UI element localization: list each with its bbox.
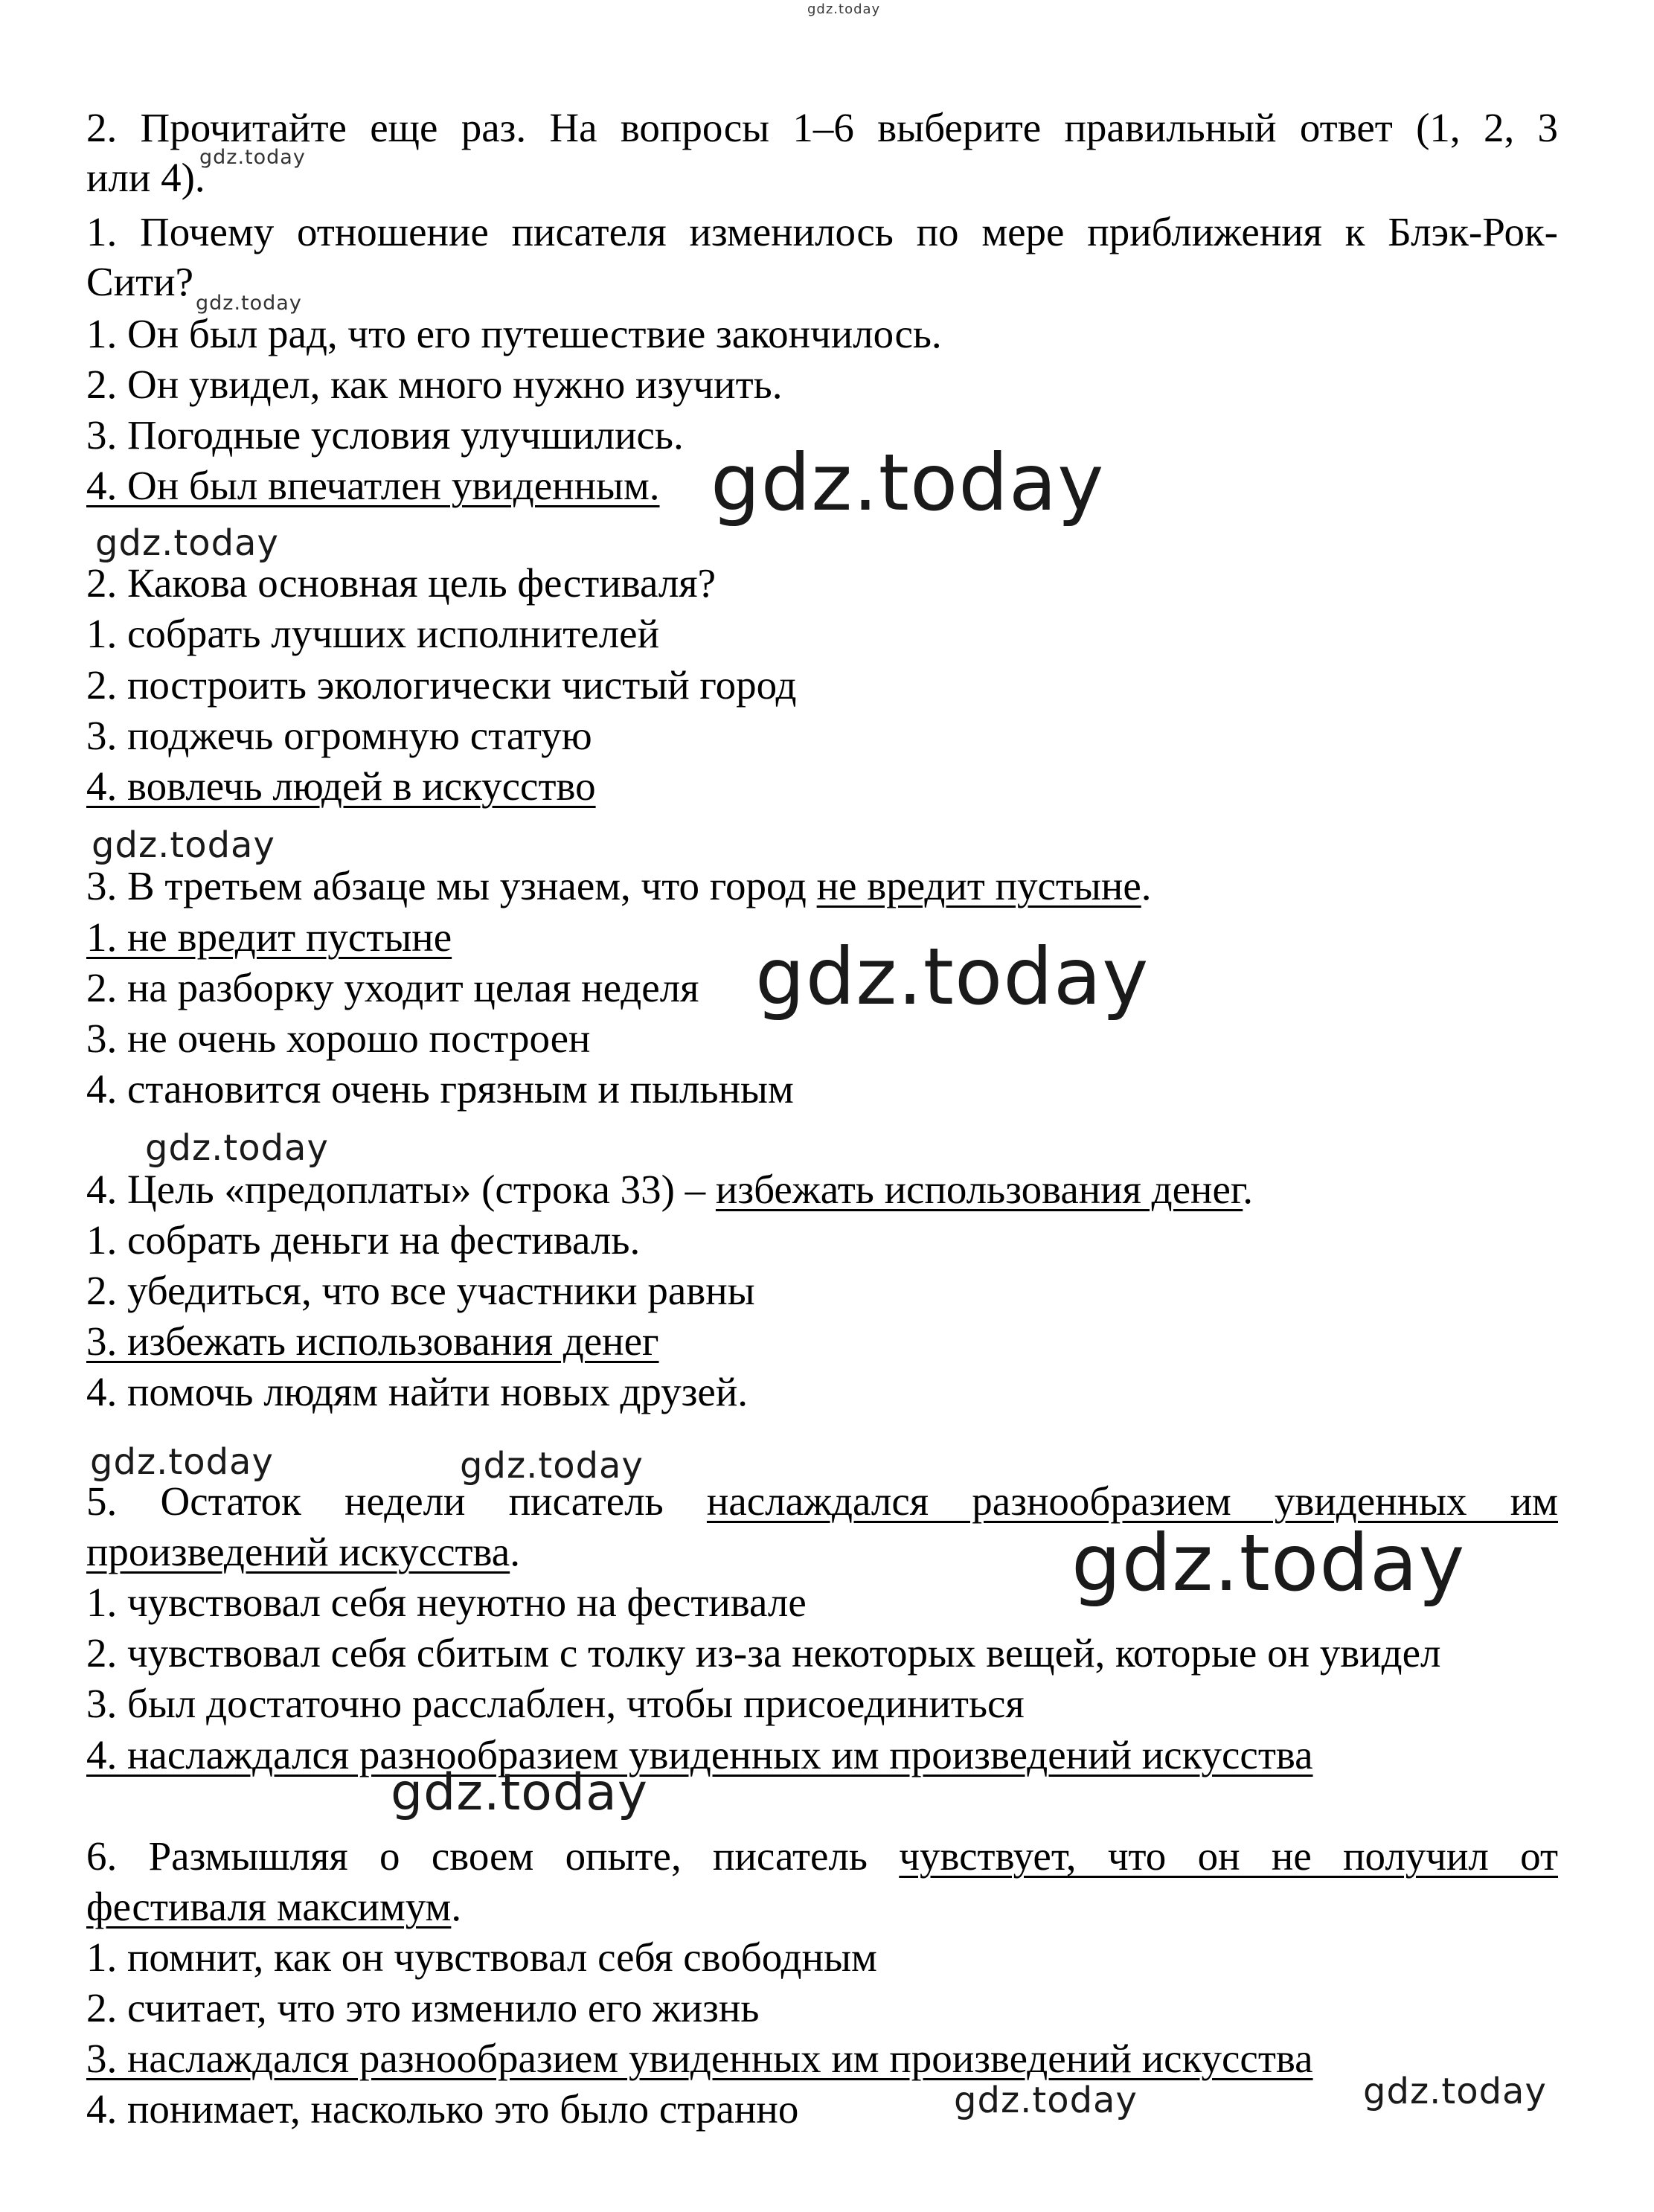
question-3-prefix: 3. В третьем абзаце мы узнаем, что город bbox=[86, 863, 817, 908]
question-1-option-1: 1. Он был рад, что его путешествие закончилось. bbox=[86, 311, 942, 356]
watermark-small-5: gdz.today bbox=[460, 1445, 644, 1487]
question-6-suffix: . bbox=[451, 1884, 462, 1929]
question-2-text: 2. Какова основная цель фестиваля? bbox=[86, 560, 717, 606]
question-4-option-3-correct: 3. избежать использования денег bbox=[86, 1318, 659, 1364]
question-6-line-1 bbox=[86, 1831, 1558, 1882]
question-3-answer: не вредит пустыне bbox=[816, 863, 1141, 908]
question-6-option-1: 1. помнит, как он чувствовал себя свободным bbox=[86, 1934, 877, 1980]
watermark-small-7: gdz.today bbox=[954, 2080, 1138, 2121]
watermark-small-3: gdz.today bbox=[145, 1127, 329, 1169]
question-4-option-4: 4. помочь людям найти новых друзей. bbox=[86, 1369, 749, 1414]
question-4-text bbox=[86, 1164, 1253, 1215]
watermark-large-1: gdz.today bbox=[711, 437, 1105, 528]
watermark-small-6: gdz.today bbox=[391, 1763, 648, 1822]
question-3-option-2: 2. на разборку уходит целая неделя bbox=[86, 965, 699, 1010]
question-1-option-4-correct: 4. Он был впечатлен увиденным. bbox=[86, 463, 660, 508]
task-intro-line-2: или 4). bbox=[86, 155, 205, 200]
question-2-option-3: 3. поджечь огромную статую bbox=[86, 713, 592, 758]
question-6-answer-part-2: фестиваля максимум bbox=[86, 1884, 452, 1929]
task-intro-line-1: 2. Прочитайте еще раз. На вопросы 1–6 выберите правильный ответ (1, 2, 3 bbox=[86, 105, 1558, 150]
question-5-line-2 bbox=[86, 1527, 520, 1577]
watermark-small-4: gdz.today bbox=[90, 1441, 274, 1483]
question-6-option-3-correct: 3. наслаждался разнообразием увиденных им произведений искусства bbox=[86, 2036, 1313, 2081]
question-1-option-2: 2. Он увидел, как много нужно изучить. bbox=[86, 362, 783, 407]
question-5-answer-part-1: наслаждался разнообразием увиденных им bbox=[706, 1478, 1558, 1524]
question-3-suffix: . bbox=[1141, 863, 1152, 908]
question-4-suffix: . bbox=[1243, 1167, 1254, 1212]
question-1-option-3: 3. Погодные условия улучшились. bbox=[86, 412, 684, 458]
question-2-option-4-correct: 4. вовлечь людей в искусство bbox=[86, 763, 596, 809]
question-3-option-4: 4. становится очень грязным и пыльным bbox=[86, 1066, 794, 1112]
question-4-option-1: 1. собрать деньги на фестиваль. bbox=[86, 1217, 641, 1263]
question-4-answer: избежать использования денег bbox=[715, 1167, 1243, 1212]
watermark-tiny-1: gdz.today bbox=[199, 146, 306, 169]
question-2-option-1: 1. собрать лучших исполнителей bbox=[86, 611, 659, 656]
question-5-option-4-correct: 4. наслаждался разнообразием увиденных им произведений искусства bbox=[86, 1732, 1313, 1777]
watermark-large-2: gdz.today bbox=[755, 932, 1150, 1022]
question-6-prefix: 6. Размышляя о своем опыте, писатель bbox=[86, 1833, 900, 1879]
question-3-text bbox=[86, 861, 1152, 911]
question-4-prefix: 4. Цель «предоплаты» (строка 33) – bbox=[86, 1167, 716, 1212]
watermark-small-1: gdz.today bbox=[95, 522, 279, 564]
question-5-option-3: 3. был достаточно расслаблен, чтобы присоединиться bbox=[86, 1681, 1025, 1726]
question-5-option-2: 2. чувствовал себя сбитым с толку из-за некоторых вещей, которые он увидел bbox=[86, 1630, 1441, 1676]
question-4-option-2: 2. убедиться, что все участники равны bbox=[86, 1268, 755, 1313]
watermark-small-2: gdz.today bbox=[92, 824, 275, 866]
question-2-option-2: 2. построить экологически чистый город bbox=[86, 662, 797, 708]
question-6-line-2 bbox=[86, 1882, 461, 1932]
question-3-option-3: 3. не очень хорошо построен bbox=[86, 1016, 591, 1061]
question-5-prefix: 5. Остаток недели писатель bbox=[86, 1478, 707, 1524]
watermark-large-3: gdz.today bbox=[1071, 1518, 1466, 1609]
watermark-small-8: gdz.today bbox=[1363, 2071, 1547, 2112]
question-5-suffix: . bbox=[510, 1529, 520, 1574]
question-1-line-2: Сити? bbox=[86, 259, 193, 304]
question-3-option-1-correct: 1. не вредит пустыне bbox=[86, 914, 452, 960]
question-6-answer-part-1: чувствует, что он не получил от bbox=[899, 1833, 1558, 1879]
question-1-line-1: 1. Почему отношение писателя изменилось по мере приближения к Блэк-Рок- bbox=[86, 209, 1558, 254]
question-6-option-4: 4. понимает, насколько это было странно bbox=[86, 2086, 799, 2132]
question-5-option-1: 1. чувствовал себя неуютно на фестивале bbox=[86, 1580, 807, 1625]
question-5-answer-part-2: произведений искусства bbox=[86, 1529, 510, 1574]
watermark-tiny-2: gdz.today bbox=[196, 292, 302, 315]
question-6-option-2: 2. считает, что это изменило его жизнь bbox=[86, 1985, 760, 2030]
watermark-top: gdz.today bbox=[807, 1, 881, 17]
